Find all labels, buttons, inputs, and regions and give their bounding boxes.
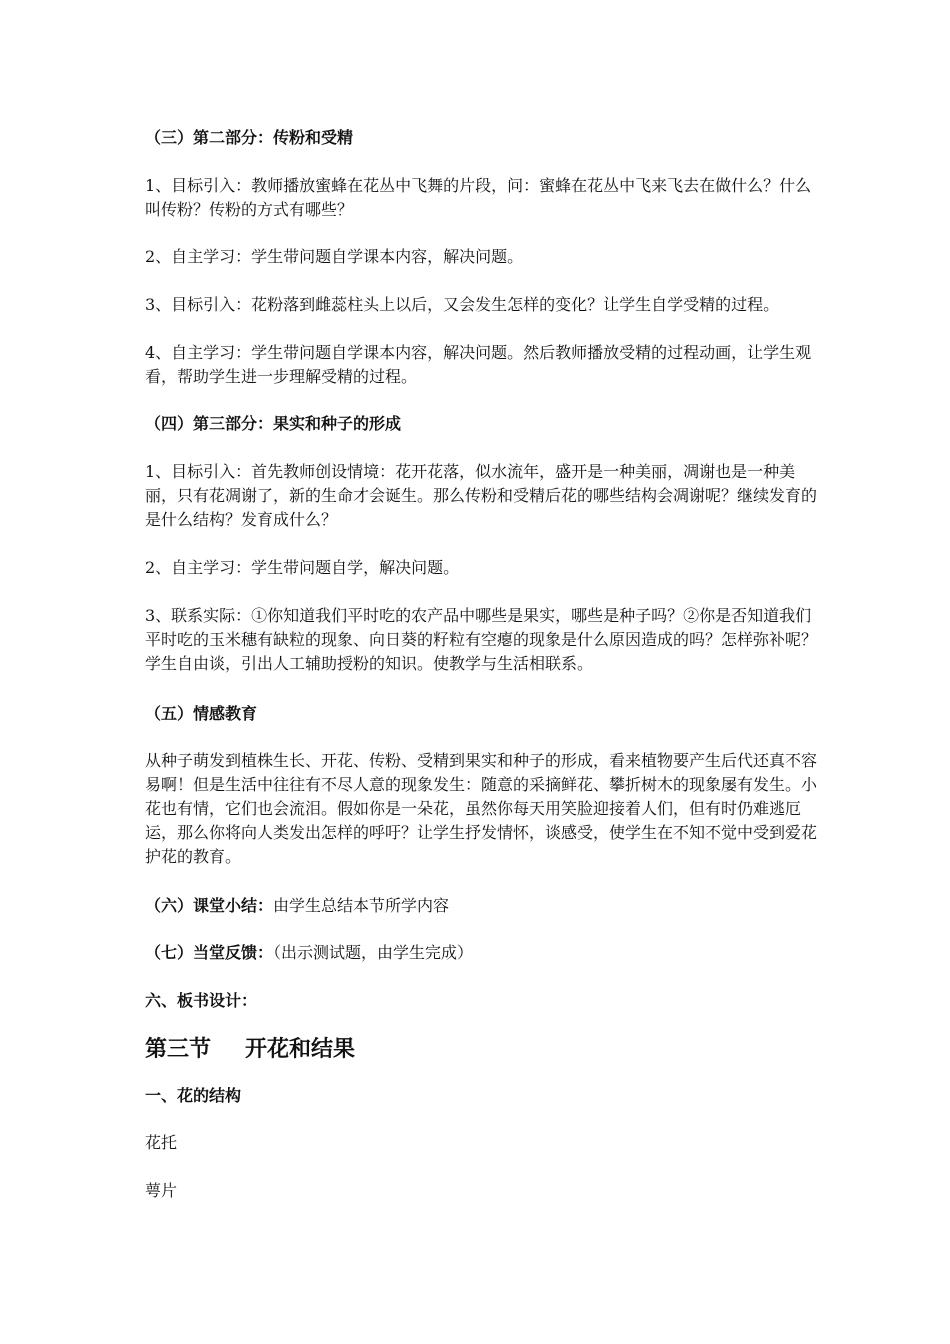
section-3-paragraph-3: 3、目标引入：花粉落到雌蕊柱头上以后，又会发生怎样的变化？让学生自学受精的过程。	[145, 295, 780, 314]
lesson-title-section: 第三节	[145, 1036, 212, 1062]
section-5-title: （五）情感教育	[145, 704, 258, 723]
section-6-label: （六）课堂小结：	[145, 896, 274, 915]
section-7-feedback	[145, 941, 825, 965]
section-4-paragraph-3: 3、联系实际：①你知道我们平时吃的农产品中哪些是果实，哪些是种子吗？②你是否知道我们平时吃的玉米穗有缺粒的现象、向日葵的籽粒有空瘪的现象是什么原因造成的吗？怎样弥补呢？学生自由谈，引出人工辅助授粉的知识。使教学与生活相联系。	[145, 606, 818, 673]
section-4-title: （四）第三部分：果实和种子的形成	[145, 414, 402, 433]
section-4-paragraph-2: 2、自主学习：学生带问题自学，解决问题。	[145, 558, 460, 577]
lesson-title-name: 开花和结果	[245, 1036, 356, 1062]
section-3-paragraph-1: 1、目标引入：教师播放蜜蜂在花丛中飞舞的片段，问：蜜蜂在花丛中飞来飞去在做什么？什么叫传粉？传粉的方式有哪些？	[145, 176, 812, 219]
section-7-label: （七）当堂反馈：	[145, 943, 274, 962]
section-6-text: 由学生总结本节所学内容	[273, 896, 450, 915]
lesson-title	[145, 1034, 355, 1064]
section-5-paragraph-1: 从种子萌发到植株生长、开花、传粉、受精到果实和种子的形成，看来植物要产生后代还真不容易啊！但是生活中往往有不尽人意的现象发生：随意的采摘鲜花、攀折树木的现象屡有发生。小花也有情，它们也会流泪。假如你是一朵花，虽然你每天用笑脸迎接着人们，但有时仍难逃厄运，那么你将向人类发出怎样的呼吁？让学生抒发情怀，谈感受，使学生在不知不觉中受到爱花护花的教育。	[145, 751, 818, 866]
structure-item-2: 萼片	[145, 1181, 178, 1200]
section-3-paragraph-2: 2、自主学习：学生带问题自学课本内容，解决问题。	[145, 247, 524, 266]
section-3-paragraph-4: 4、自主学习：学生带问题自学课本内容，解决问题。然后教师播放受精的过程动画，让学生观看，帮助学生进一步理解受精的过程。	[145, 343, 812, 386]
section-4-paragraph-1: 1、目标引入：首先教师创设情境：花开花落，似水流年，盛开是一种美丽，凋谢也是一种美丽，只有花凋谢了，新的生命才会诞生。那么传粉和受精后花的哪些结构会凋谢呢？继续发育的是什么结构？发育成什么？	[145, 462, 818, 529]
section-7-text: （出示测试题，由学生完成）	[273, 943, 474, 962]
board-design-title: 六、板书设计：	[145, 991, 258, 1010]
section-6-summary	[145, 894, 825, 918]
structure-item-1: 花托	[145, 1133, 178, 1152]
section-3-title: （三）第二部分：传粉和受精	[145, 128, 354, 147]
part-1-title: 一、花的结构	[145, 1086, 242, 1105]
